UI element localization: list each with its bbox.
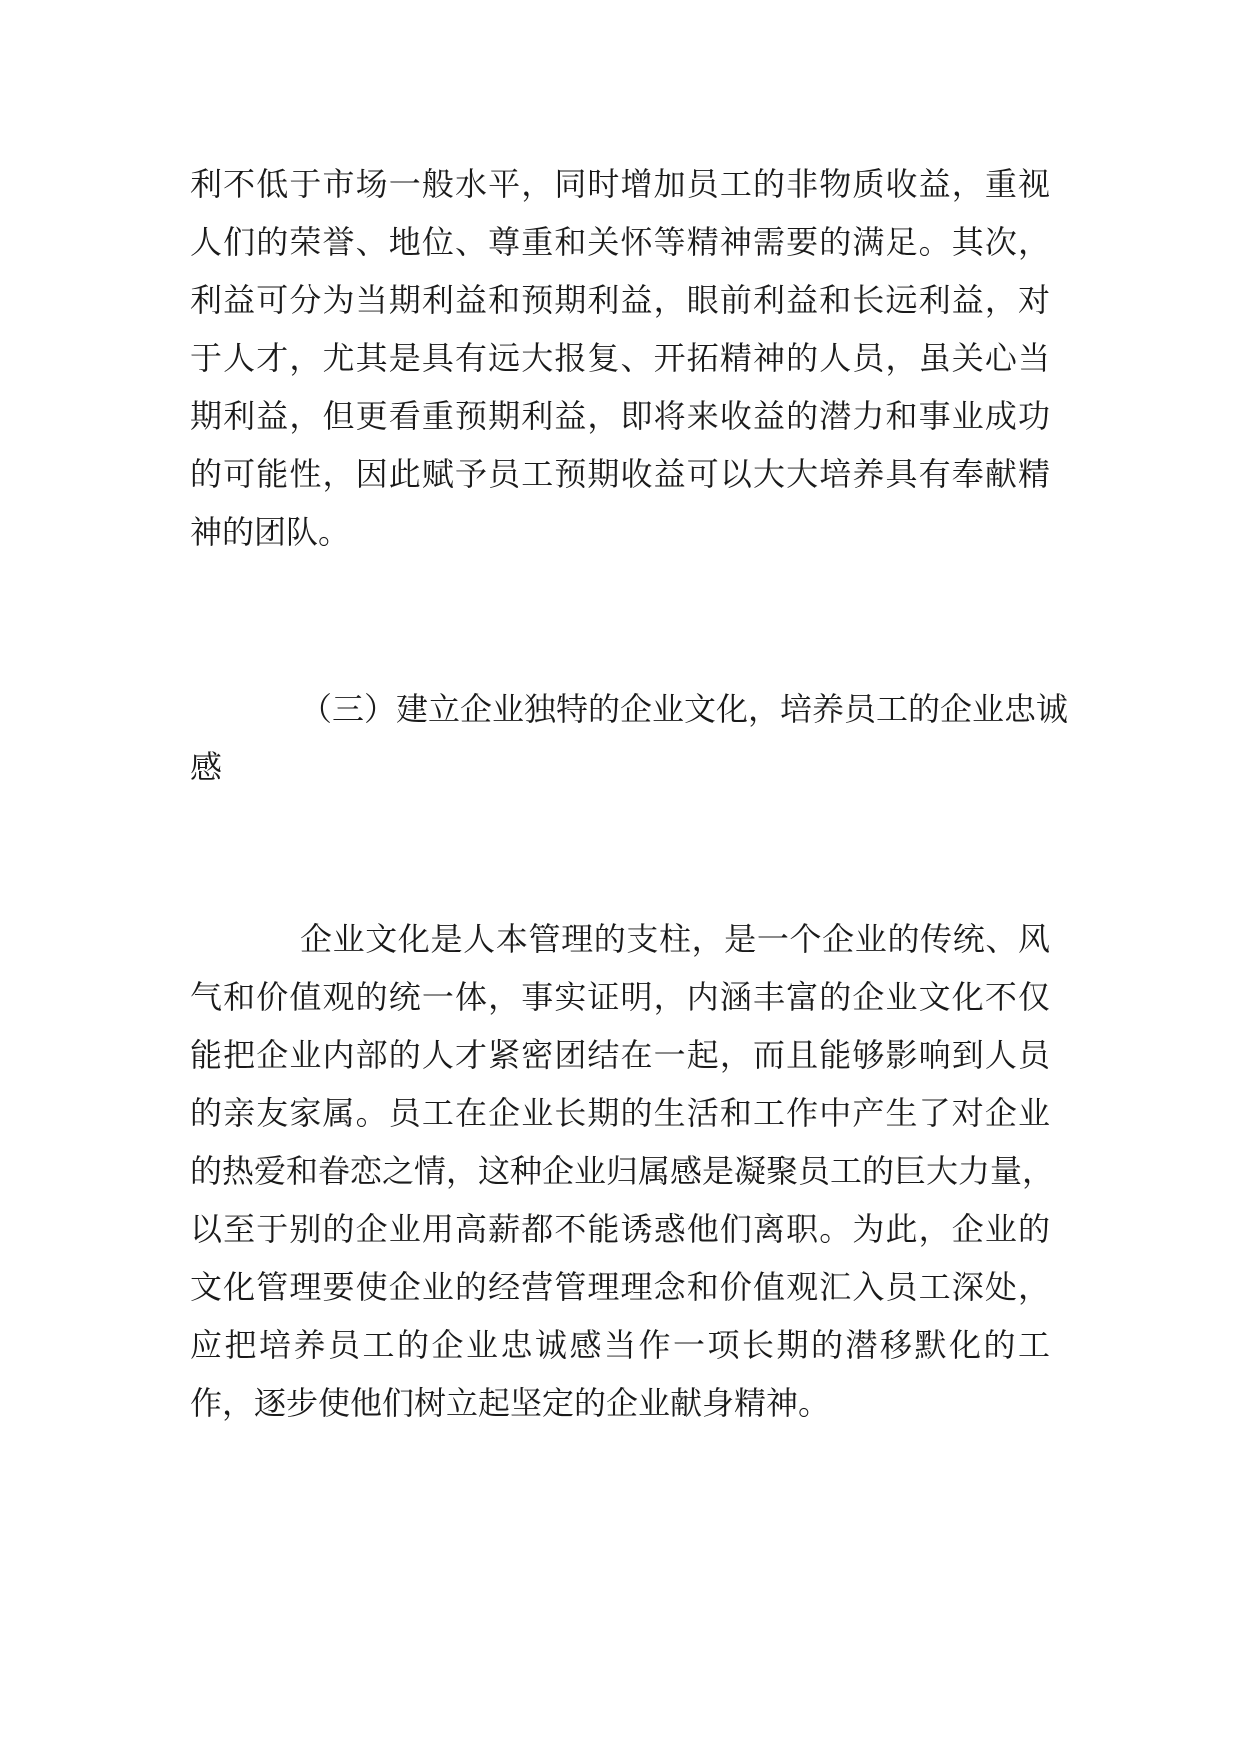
paragraph-line: 人们的荣誉、地位、尊重和关怀等精神需要的满足。其次，	[190, 223, 1050, 261]
paragraph-line: 应把培养员工的企业忠诚感当作一项长期的潜移默化的工	[190, 1326, 1050, 1364]
paragraph-line: 神的团队。	[190, 513, 351, 551]
paragraph-line: 利不低于市场一般水平，同时增加员工的非物质收益，重视	[190, 165, 1050, 203]
paragraph-line: 气和价值观的统一体，事实证明，内涵丰富的企业文化不仅	[190, 978, 1050, 1016]
paragraph-line: 的热爱和眷恋之情，这种企业归属感是凝聚员工的巨大力量，	[190, 1152, 1055, 1190]
heading-line: 感	[190, 748, 223, 786]
heading-line: （三）建立企业独特的企业文化，培养员工的企业忠诚	[300, 690, 1069, 728]
paragraph-line: 作，逐步使他们树立起坚定的企业献身精神。	[190, 1384, 831, 1422]
paragraph-line: 文化管理要使企业的经营管理理念和价值观汇入员工深处，	[190, 1268, 1050, 1306]
body-paragraph-1	[190, 155, 1050, 561]
paragraph-line: 于人才，尤其是具有远大报复、开拓精神的人员，虽关心当	[190, 339, 1050, 377]
body-paragraph-2	[190, 910, 1055, 1432]
paragraph-line: 利益可分为当期利益和预期利益，眼前利益和长远利益，对	[190, 281, 1050, 319]
paragraph-line: 的可能性，因此赋予员工预期收益可以大大培养具有奉献精	[190, 455, 1050, 493]
paragraph-line: 企业文化是人本管理的支柱，是一个企业的传统、风	[300, 920, 1050, 958]
paragraph-line: 的亲友家属。员工在企业长期的生活和工作中产生了对企业	[190, 1094, 1050, 1132]
section-heading	[190, 680, 1069, 796]
paragraph-line: 期利益，但更看重预期利益，即将来收益的潜力和事业成功	[190, 397, 1050, 435]
paragraph-line: 能把企业内部的人才紧密团结在一起，而且能够影响到人员	[190, 1036, 1050, 1074]
paragraph-line: 以至于别的企业用高薪都不能诱惑他们离职。为此，企业的	[190, 1210, 1050, 1248]
